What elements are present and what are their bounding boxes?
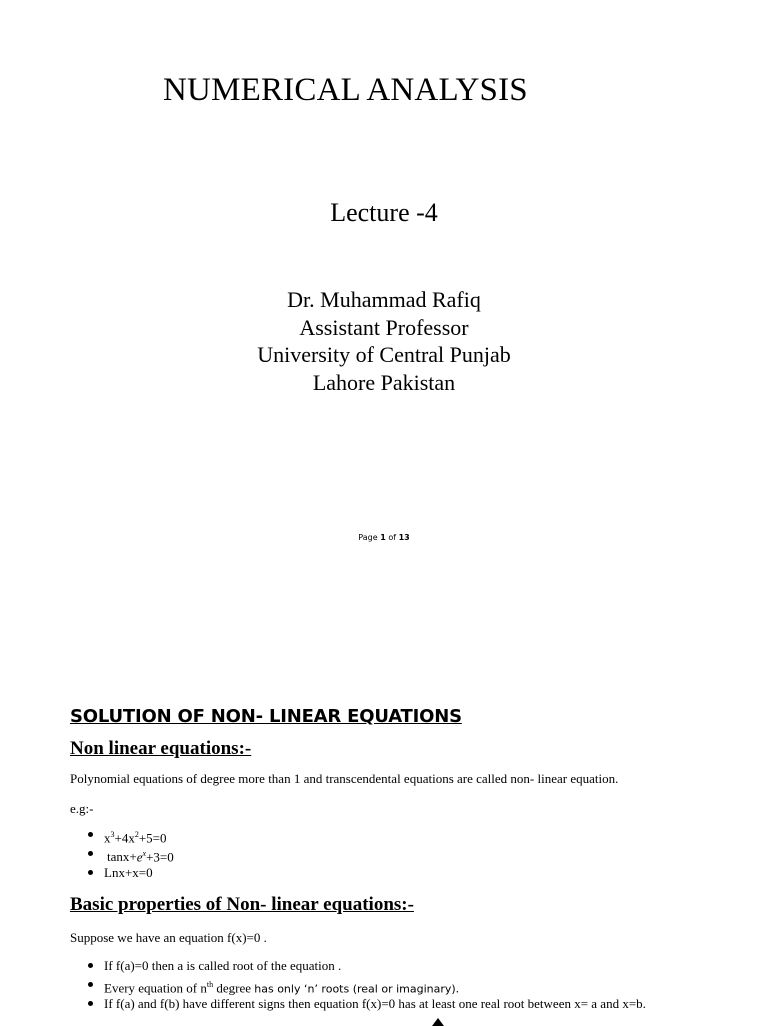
subheading-basic-properties: Basic properties of Non- linear equations:- [70,894,414,915]
lecture-number: Lecture -4 [330,198,438,227]
bullet-icon [88,851,93,856]
intro-paragraph: Suppose we have an equation f(x)=0 . [70,930,267,945]
list-item: Every equation of $n^{th}$ degree has only ‘n’ roots (real or imaginary). [70,975,646,994]
page-total: 13 [398,533,410,542]
page-label: Page [358,533,378,542]
author-location: Lahore Pakistan [312,369,456,395]
bullet-icon [88,870,93,875]
properties-list [70,956,646,1013]
page-of: of [388,533,397,542]
author-position: Assistant Professor [299,314,469,340]
bullet-icon [88,963,93,968]
list-item: If f(a)=0 then a is called root of the equation . [70,956,646,975]
document-title: NUMERICAL ANALYSIS [163,72,528,108]
list-item: $\tan x+e^x+3=0$ [70,844,174,863]
list-item: $x^3+4x^2+5=0$ [70,825,174,844]
definition-paragraph: Polynomial equations of degree more than 1 and transcendental equations are called non- linear equation. [70,771,619,786]
bullet-icon [88,1001,93,1006]
author-institution: University of Central Punjab [257,342,511,367]
author-block [0,286,768,396]
cursor-arrow-icon [432,1018,444,1026]
bullet-icon [88,832,93,837]
example-label: e.g:- [70,801,94,816]
section-heading: SOLUTION OF NON- LINEAR EQUATIONS [70,706,462,727]
author-name: Dr. Muhammad Rafiq [287,287,481,312]
list-item: Lnx+x=0 [70,863,174,882]
page-current: 1 [380,533,386,542]
examples-list [70,825,174,882]
list-item: If f(a) and f(b) have different signs then equation f(x)=0 has at least one real root between x= a and x=b. [70,994,646,1013]
bullet-icon [88,982,93,987]
page-number-footer [0,533,768,542]
subheading-nonlinear-equations: Non linear equations:- [70,738,252,759]
